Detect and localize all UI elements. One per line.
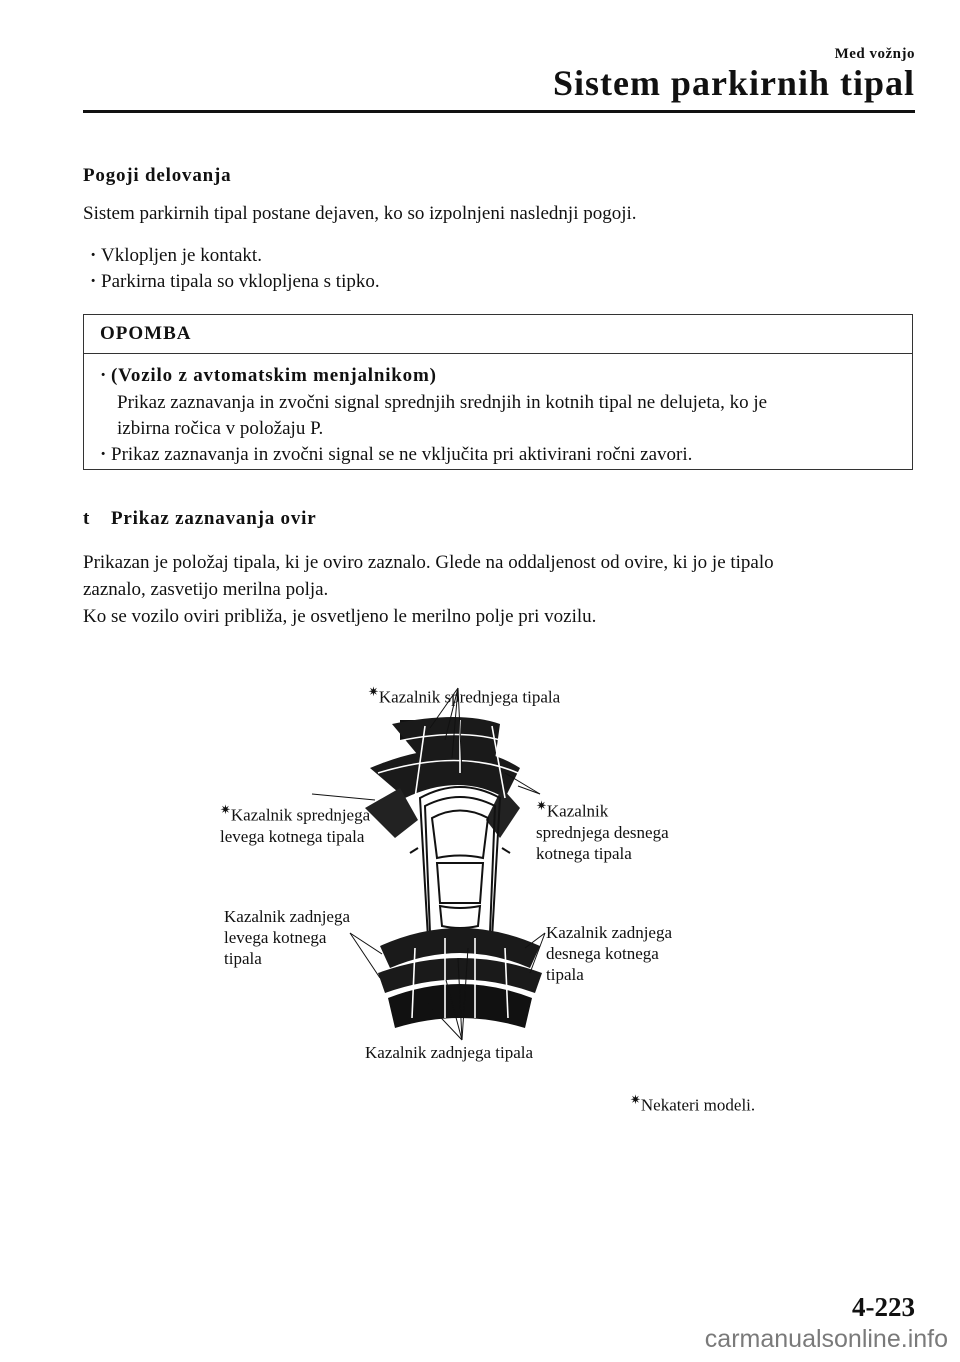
obstacle-heading-text: Prikaz zaznavanja ovir — [111, 508, 317, 529]
bullet-icon: · — [90, 245, 97, 266]
bullet-icon: · — [100, 365, 107, 386]
obstacle-paragraph: Ko se vozilo oviri približa, je osvetljeno le merilno polje pri vozilu. — [83, 606, 597, 627]
note-item — [100, 362, 437, 389]
label-front-left-corner-sensor: ✷Kazalnik sprednjega levega kotnega tipala — [220, 802, 371, 846]
conditions-heading: Pogoji delovanja — [83, 165, 232, 186]
note-item — [100, 441, 692, 468]
list-item-text: Parkirna tipala so vklopljena s tipko. — [101, 271, 380, 292]
asterisk-icon: ✷ — [368, 684, 379, 699]
conditions-intro: Sistem parkirnih tipal postane dejaven, ko so izpolnjeni naslednji pogoji. — [83, 203, 637, 224]
note-item-text: Prikaz zaznavanja in zvočni signal sprednjih srednjih in kotnih tipal ne delujeta, ko je — [117, 392, 768, 413]
obstacle-paragraph: Prikazan je položaj tipala, ki je oviro zaznalo. Glede na oddaljenost od ovire, ki jo je tipalo — [83, 552, 774, 573]
note-header — [84, 315, 912, 354]
sensor-diagram — [200, 648, 800, 1115]
obstacle-paragraph: zaznalo, zasvetijo merilna polja. — [83, 579, 329, 600]
note-title: OPOMBA — [100, 323, 192, 344]
page-number: 4-223 — [852, 1292, 915, 1322]
obstacle-heading — [83, 508, 316, 530]
note-item-heading: (Vozilo z avtomatskim menjalnikom) — [111, 365, 437, 386]
label-front-sensor: ✷Kazalnik sprednjega tipala — [368, 684, 561, 707]
label-rear-sensor: Kazalnik zadnjega tipala — [365, 1043, 534, 1062]
note-item-text: izbirna ročica v položaju P. — [117, 418, 324, 439]
sensor-diagram-graphic — [200, 648, 800, 1098]
section-marker-icon: t — [83, 508, 91, 529]
label-rear-right-corner-sensor: Kazalnik zadnjega desnega kotnega tipala — [546, 923, 673, 984]
section-label: Med vožnjo — [834, 46, 915, 62]
bullet-icon: · — [90, 271, 97, 292]
page-title: Sistem parkirnih tipal — [552, 63, 915, 103]
header-rule — [83, 110, 915, 113]
front-right-sensor-segment — [486, 788, 520, 838]
asterisk-icon: ✷ — [630, 1092, 641, 1107]
bullet-icon: · — [100, 444, 107, 465]
list-item-text: Vklopljen je kontakt. — [101, 245, 262, 266]
watermark: carmanualsonline.info — [704, 1325, 948, 1353]
list-item — [90, 242, 262, 269]
footnote-some-models: ✷Nekateri modeli. — [630, 1092, 756, 1115]
note-box — [83, 314, 913, 470]
asterisk-icon: ✷ — [536, 798, 547, 813]
list-item — [90, 268, 380, 295]
label-rear-left-corner-sensor: Kazalnik zadnjega levega kotnega tipala — [224, 907, 351, 968]
label-front-right-corner-sensor: ✷Kazalnik sprednjega desnega kotnega tipala — [536, 798, 669, 863]
asterisk-icon: ✷ — [220, 802, 231, 817]
note-item-text: Prikaz zaznavanja in zvočni signal se ne vključita pri aktivirani ročni zavori. — [111, 444, 693, 465]
